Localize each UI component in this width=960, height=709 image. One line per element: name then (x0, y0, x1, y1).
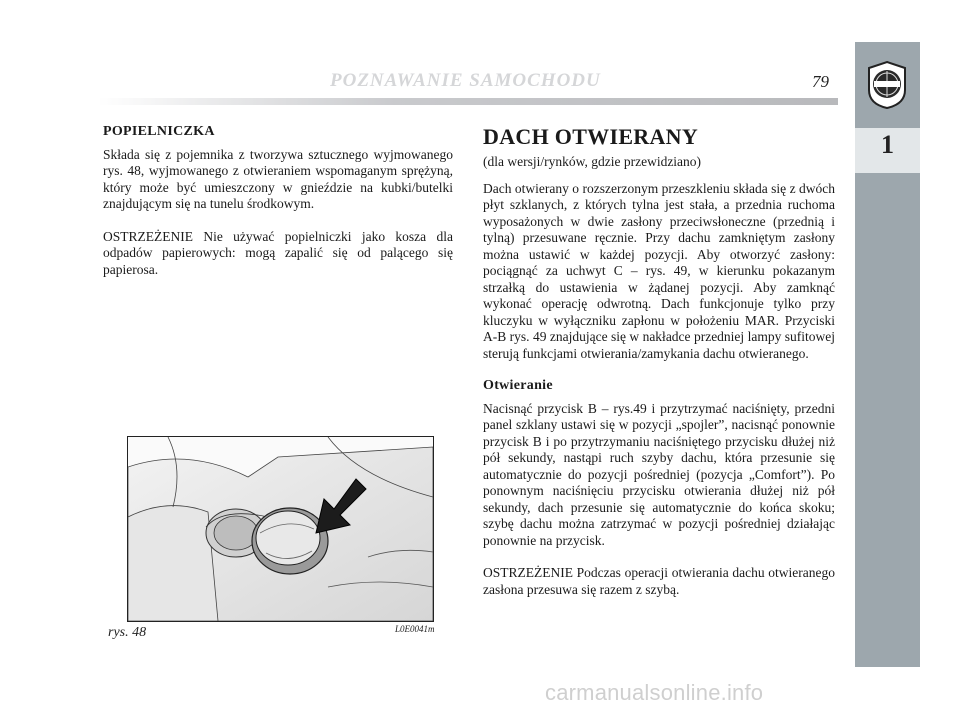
sunroof-heading: DACH OTWIERANY (483, 124, 699, 149)
figure-code: L0E0041m (395, 624, 435, 634)
header-rule (98, 98, 838, 105)
ashtray-warning: OSTRZEŻENIE Nie używać popielniczki jako kosza dla odpadów papierowych: mogą zapalić się od palącego się papierosa. (103, 228, 453, 277)
ashtray-heading: POPIELNICZKA (103, 124, 215, 139)
sunroof-warning: OSTRZEŻENIE Podczas operacji otwierania dachu otwieranego zasłona przesuwa się razem z szybą. (483, 565, 835, 597)
opening-heading: Otwieranie (483, 378, 553, 393)
lancia-logo-icon (865, 60, 909, 110)
chapter-number: 1 (881, 130, 894, 159)
opening-paragraph: Nacisnąć przycisk B – rys.49 i przytrzymać naciśnięty, przedni panel szklany ustawi się w pozycji „spojler”, nacisnąć ponownie przycisk B i po przytrzymaniu naciśniętego przycisku dłużej niż pół sekundy, nastąpi ruch szyby dachu, która przesunie się automatycznie do pozycji pośredniej (pozycja „Comfort”). Po ponownym naciśnięciu przycisku otwierania dłużej niż pół sekundy, dach przesunie się automatycznie do końca skoku; szybę dachu można zatrzymać w pozycji pośredniej działając ponownie na przycisk. (483, 400, 835, 548)
sunroof-subtitle: (dla wersji/rynków, gdzie przewidziano) (483, 154, 702, 169)
ashtray-illustration (128, 437, 433, 621)
right-column (483, 124, 835, 614)
ashtray-figure (127, 436, 434, 622)
figure-caption: rys. 48 (108, 625, 147, 640)
ashtray-paragraph: Składa się z pojemnika z tworzywa sztucznego wyjmowanego rys. 48, wyjmowanego z otwieraniem wspomaganym sprężyną, który może być umieszczony w gnieździe na kubki/butelki znajdującym się na tunelu środkowym. (103, 146, 453, 211)
watermark: carmanualsonline.info (545, 680, 764, 705)
page-number: 79 (812, 72, 829, 91)
section-title: POZNAWANIE SAMOCHODU (330, 70, 601, 91)
sunroof-paragraph: Dach otwierany o rozszerzonym przeszkleniu składa się z dwóch płyt szklanych, z których tylna jest stała, a przednia ruchoma wyposażonych w dwie zasłony przeciwsłoneczne (przednią i tylną) przesuwane ręcznie. Przy dachu zamkniętym zasłony można ustawić w każdej pozycji. Aby otworzyć zasłony: pociągnąć za uchwyt C – rys. 49, w kierunku pokazanym strzałką do ustawienia w żądanej pozycji. Aby zamknąć wykonać operację odwrotną. Dach funkcjonuje tylko przy kluczyku w wyłączniku zapłonu w położeniu MAR. Przyciski A-B rys. 49 znajdujące się w nakładce przedniej lampy sufitowej sterują funkcjami otwierania/zamykania dachu otwieranego. (483, 180, 835, 361)
left-column (103, 124, 453, 294)
